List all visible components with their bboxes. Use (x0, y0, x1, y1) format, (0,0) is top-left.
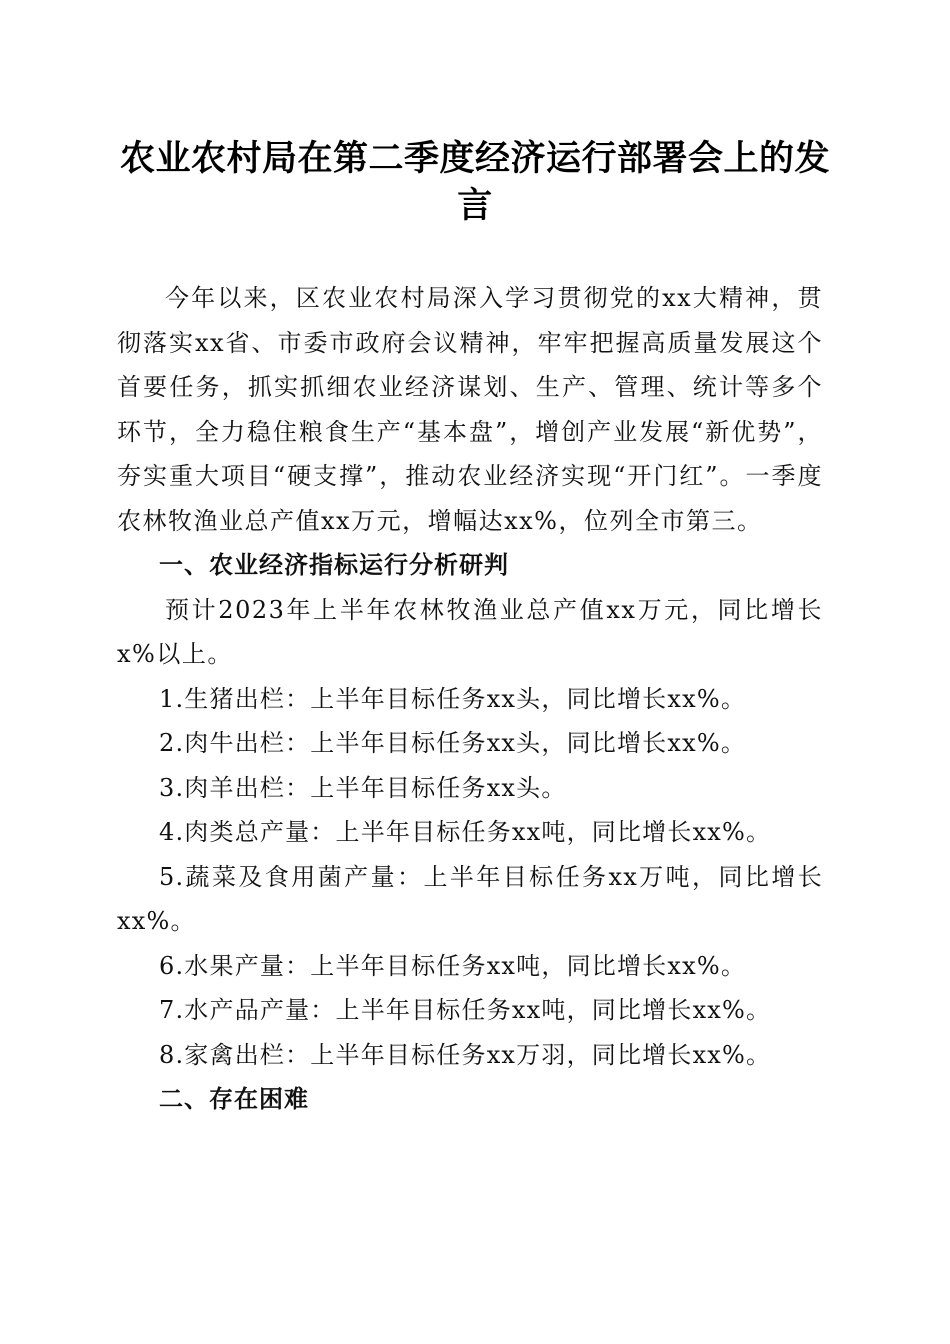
list-item: 2.肉牛出栏：上半年目标任务xx头，同比增长xx%。 (159, 729, 747, 757)
section-heading-1: 一、农业经济指标运行分析研判 (159, 551, 509, 579)
list-item: 7.水产品产量：上半年目标任务xx吨，同比增长xx%。 (159, 996, 772, 1024)
list-item: 1.生猪出栏：上半年目标任务xx头，同比增长xx%。 (159, 684, 747, 713)
list-item: 6.水果产量：上半年目标任务xx吨，同比增长xx%。 (159, 951, 747, 980)
list-item: 5.蔬菜及食用菌产量：上半年目标任务xx万吨，同比增长xx%。 (117, 862, 823, 935)
document-title: 农业农村局在第二季度经济运行部署会上的发言 (119, 138, 830, 226)
intro-paragraph: 今年以来，区农业农村局深入学习贯彻党的xx大精神，贯彻落实xx省、市委市政府会议精神，牢牢把握高质量发展这个首要任务，抓实抓细农业经济谋划、生产、管理、统计等多个环节，全力稳住粮食生产“基本盘”，增创产业发展“新优势”，夯实重大项目“硬支撑”，推动农业经济实现“开门红”。一季度农林牧渔业总产值xx万元，增幅达xx%，位列全市第三。 (117, 284, 823, 535)
section1-intro-paragraph: 预计2023年上半年农林牧渔业总产值xx万元，同比增长x%以上。 (117, 595, 823, 668)
list-item: 8.家禽出栏：上半年目标任务xx万羽，同比增长xx%。 (159, 1040, 772, 1069)
document-body (117, 276, 823, 1122)
list-item: 4.肉类总产量：上半年目标任务xx吨，同比增长xx%。 (159, 818, 772, 846)
list-item: 3.肉羊出栏：上半年目标任务xx头。 (159, 773, 567, 802)
section-heading-2: 二、存在困难 (159, 1085, 309, 1113)
